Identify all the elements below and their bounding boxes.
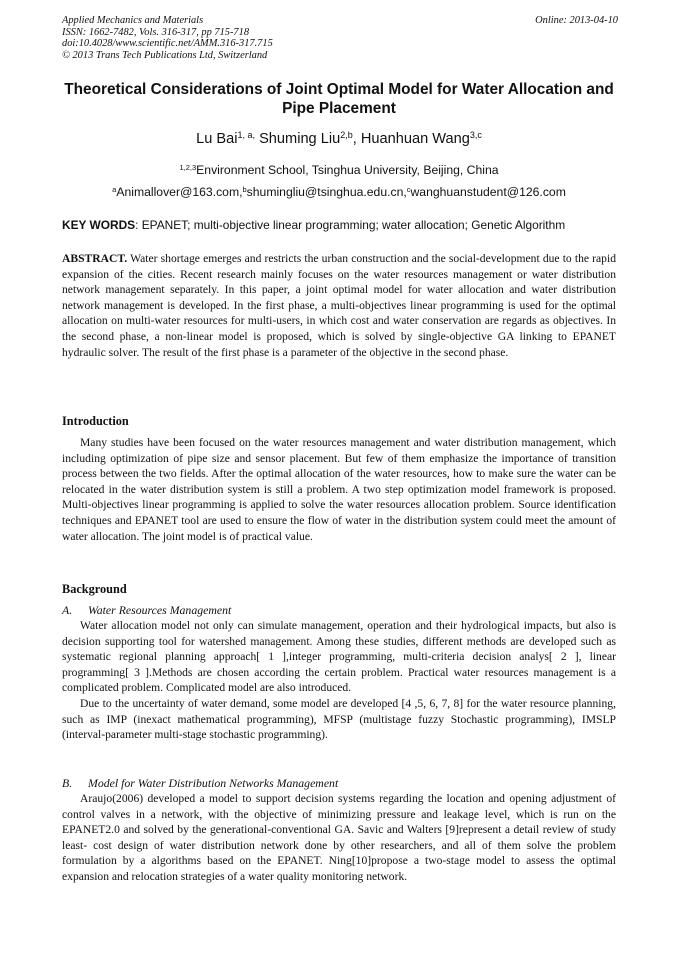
issn-line: ISSN: 1662-7482, Vols. 316-317, pp 715-718	[62, 26, 250, 38]
paragraph: Araujo(2006) developed a model to support decision systems regarding the location and opening adjustment of control valves in a network, with the objective of minimizing pressure and leakage level, which is run on the EPANET2.0 and solved by the generational-conventional GA. Savic and Walters [9]represent a detail review of study least- cost design of water distribution network done by other researchers, and all of them solve the problem formulation by a algorithms based on the EPANET. Ning[10]propose a two-stage model to assess the optimal expansion and relocation strategies of a water quality monitoring network.	[62, 792, 616, 883]
introduction-heading: Introduction	[62, 414, 129, 428]
subsection-a-heading	[62, 603, 616, 618]
subsection-letter: A.	[62, 603, 73, 617]
email-address[interactable]: shumingliu@tsinghua.edu.cn,	[246, 185, 407, 199]
paper-title: Theoretical Considerations of Joint Optimal Model for Water Allocation and Pipe Placement	[64, 81, 614, 117]
author-superscript: 3,c	[469, 130, 482, 140]
abstract	[62, 251, 616, 360]
email-address[interactable]: Animallover@163.com,	[116, 185, 243, 199]
email-list	[62, 185, 616, 200]
background-heading: Background	[62, 582, 127, 596]
introduction-body	[62, 435, 616, 544]
keywords-label: KEY WORDS	[62, 218, 136, 232]
subsection-b-body	[62, 791, 616, 885]
subsection-title: Model for Water Distribution Networks Management	[88, 776, 339, 790]
author-separator: ,	[352, 131, 357, 147]
email-superscript: c	[406, 185, 411, 194]
subsection-b-heading	[62, 776, 616, 791]
subsection-letter: B.	[62, 776, 73, 790]
author-name: Lu Bai	[196, 131, 238, 147]
journal-name: Applied Mechanics and Materials	[62, 15, 204, 26]
email-superscript: b	[242, 185, 247, 194]
author-list	[62, 130, 616, 148]
paragraph: Due to the uncertainty of water demand, some model are developed [4 ,5, 6, 7, 8] for the water resource planning, such as IMP (inexact mathematical programming), MFSP (multistage fuzzy Stochastic programming), IMSLP (interval-parameter multi-stage stochastic programming).	[62, 696, 616, 742]
email-address[interactable]: wanghuanstudent@126.com	[410, 185, 566, 199]
introduction-paragraph: Many studies have been focused on the water resources management and water distribution management, which including optimization of pipe size and sensor placement. But few of them emphasize the importance of transition process between the two fields. After the optimal allocation of the water resources, how to make sure the water can be relocated in the water distribution system is still a problem. A two step optimization model framework is proposed. Multi-objectives linear programming is applied to solve the water resources allocation problem. Source identification techniques and EPANET tool are used to ensure the flow of water in the distribution system could meet the amount of water allocation. The joint model is of practical value.	[62, 436, 616, 543]
abstract-label: ABSTRACT.	[62, 252, 128, 265]
keywords	[62, 218, 618, 233]
paragraph: Water allocation model not only can simulate management, operation and their hydrological impacts, but also is decision supporting tool for watershed management. Among these studies, different methods are developed such as systematic regional planning approach[ 1 ],integer programming, multi-criteria decision analys[ 2 ], linear programming[ 3 ].Methods are chosen according the certain problem. Practical water resources management is a complicated problem. Complicated model are also introduced.	[62, 619, 616, 695]
copyright-line: © 2013 Trans Tech Publications Ltd, Switzerland	[62, 49, 268, 61]
author-superscript: 2,b	[340, 130, 353, 140]
keywords-text: : EPANET; multi-objective linear programming; water allocation; Genetic Algorithm	[135, 218, 566, 232]
journal-header	[62, 15, 618, 61]
email-superscript: a	[112, 185, 117, 194]
affiliation-text: Environment School, Tsinghua University, Beijing, China	[196, 163, 499, 177]
author-name: Huanhuan Wang	[360, 131, 470, 147]
author-name: Shuming Liu	[259, 131, 341, 147]
doi-line: doi:10.4028/www.scientific.net/AMM.316-317.715	[62, 38, 273, 50]
affiliation-superscript: 1,2,3	[179, 163, 197, 172]
online-date: Online: 2013-04-10	[535, 15, 618, 26]
subsection-a-body	[62, 618, 616, 743]
author-superscript: 1, a,	[237, 130, 256, 140]
abstract-text: Water shortage emerges and restricts the urban construction and the social-development due to the rapid expansion of the cities. Recent research mainly focuses on the water resources management or water distribution network management separately. In this paper, a joint optimal model for water allocation and water distribution network management is developed. In the first phase, a multi-objectives linear programming is used for the optimal allocation on multi-water resources for multi-users, in which cost and water conservation are regards as objectives. In the second phase, a non-linear model is proposed, which is solved by single-objective GA linking to EPANET hydraulic solver. The result of the first phase is a parameter of the objective in the second phase.	[62, 252, 616, 359]
affiliation	[62, 163, 616, 178]
subsection-title: Water Resources Management	[88, 603, 232, 617]
